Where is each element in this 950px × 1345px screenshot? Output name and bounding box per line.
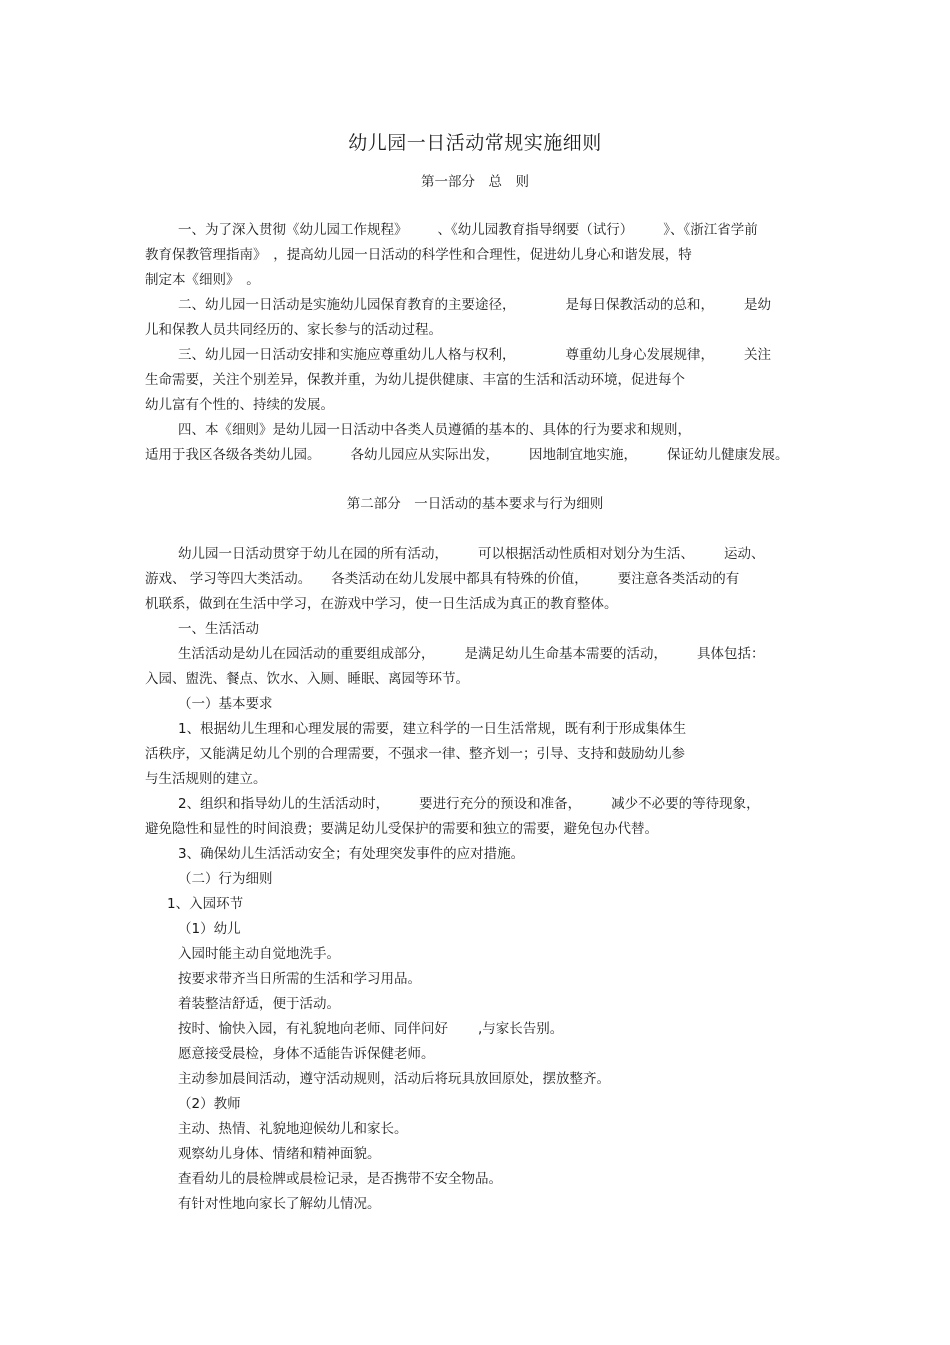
paragraph-line: 2、组织和指导幼儿的生活活动时， 要进行充分的预设和准备， 减少不必要的等待现象， <box>178 796 760 812</box>
paragraph-line: 三、幼儿园一日活动安排和实施应尊重幼儿人格与权利， 尊重幼儿身心发展规律， 关注 <box>178 347 771 363</box>
section-heading: 一、生活活动 <box>178 621 259 637</box>
list-item: 按时、愉快入园，有礼貌地向老师、同伴问好 ,与家长告别。 <box>178 1021 564 1037</box>
section-heading: 1、入园环节 <box>167 896 244 912</box>
paragraph-line: 教育保教管理指南》 ，提高幼儿园一日活动的科学性和合理性，促进幼儿身心和谐发展，特 <box>145 247 692 263</box>
paragraph-line: 3、确保幼儿生活活动安全；有处理突发事件的应对措施。 <box>178 846 525 862</box>
section-heading: （1）幼儿 <box>178 921 241 937</box>
paragraph-line: 适用于我区各级各类幼儿园。 各幼儿园应从实际出发， 因地制宜地实施， 保证幼儿健康发展。 <box>145 447 789 463</box>
list-item: 着装整洁舒适，便于活动。 <box>178 996 340 1012</box>
list-item: 入园时能主动自觉地洗手。 <box>178 946 340 962</box>
list-item: 愿意接受晨检，身体不适能告诉保健老师。 <box>178 1046 435 1062</box>
paragraph-line: 儿和保教人员共同经历的、家长参与的活动过程。 <box>145 322 442 338</box>
paragraph-line: 制定本《细则》 。 <box>145 272 260 288</box>
section-heading: （一）基本要求 <box>178 696 273 712</box>
paragraph-line: 避免隐性和显性的时间浪费；要满足幼儿受保护的需要和独立的需要，避免包办代替。 <box>145 821 658 837</box>
list-item: 查看幼儿的晨检牌或晨检记录，是否携带不安全物品。 <box>178 1171 502 1187</box>
paragraph-line: 活秩序，又能满足幼儿个别的合理需要，不强求一律、整齐划一；引导、支持和鼓励幼儿参 <box>145 746 685 762</box>
part2-body <box>145 542 810 1217</box>
list-item: 主动参加晨间活动，遵守活动规则，活动后将玩具放回原处，摆放整齐。 <box>178 1071 610 1087</box>
paragraph-line: 一、为了深入贯彻《幼儿园工作规程》 、《幼儿园教育指导纲要（试行） 》、《浙江省学前 <box>178 222 758 238</box>
list-item: 观察幼儿身体、情绪和精神面貌。 <box>178 1146 381 1162</box>
doc-title: 幼儿园一日活动常规实施细则 <box>348 132 602 154</box>
list-item: 按要求带齐当日所需的生活和学习用品。 <box>178 971 421 987</box>
paragraph-line: 与生活规则的建立。 <box>145 771 267 787</box>
paragraph-line: 幼儿园一日活动贯穿于幼儿在园的所有活动， 可以根据活动性质相对划分为生活、 运动、 <box>178 546 765 562</box>
paragraph-line: 游戏、 学习等四大类活动。 各类活动在幼儿发展中都具有特殊的价值， 要注意各类活动的有 <box>145 571 740 587</box>
part1-body <box>145 218 810 468</box>
paragraph-line: 生命需要，关注个别差异，保教并重，为幼儿提供健康、丰富的生活和活动环境，促进每个 <box>145 372 685 388</box>
paragraph-line: 幼儿富有个性的、持续的发展。 <box>145 397 334 413</box>
section-heading: （二）行为细则 <box>178 871 273 887</box>
paragraph-line: 生活活动是幼儿在园活动的重要组成部分， 是满足幼儿生命基本需要的活动， 具体包括： <box>178 646 765 662</box>
paragraph-line: 入园、盥洗、餐点、饮水、入厕、睡眠、离园等环节。 <box>145 671 469 687</box>
section-heading: （2）教师 <box>178 1096 241 1112</box>
paragraph-line: 机联系，做到在生活中学习，在游戏中学习，使一日生活成为真正的教育整体。 <box>145 596 618 612</box>
part2-heading: 第二部分 一日活动的基本要求与行为细则 <box>346 496 604 512</box>
part1-heading: 第一部分 总 则 <box>421 174 529 190</box>
paragraph-line: 四、本《细则》是幼儿园一日活动中各类人员遵循的基本的、具体的行为要求和规则， <box>178 422 691 438</box>
list-item: 有针对性地向家长了解幼儿情况。 <box>178 1196 381 1212</box>
paragraph-line: 二、幼儿园一日活动是实施幼儿园保育教育的主要途径， 是每日保教活动的总和， 是幼 <box>178 297 771 313</box>
paragraph-line: 1、根据幼儿生理和心理发展的需要，建立科学的一日生活常规，既有利于形成集体生 <box>178 721 687 737</box>
list-item: 主动、热情、礼貌地迎候幼儿和家长。 <box>178 1121 408 1137</box>
